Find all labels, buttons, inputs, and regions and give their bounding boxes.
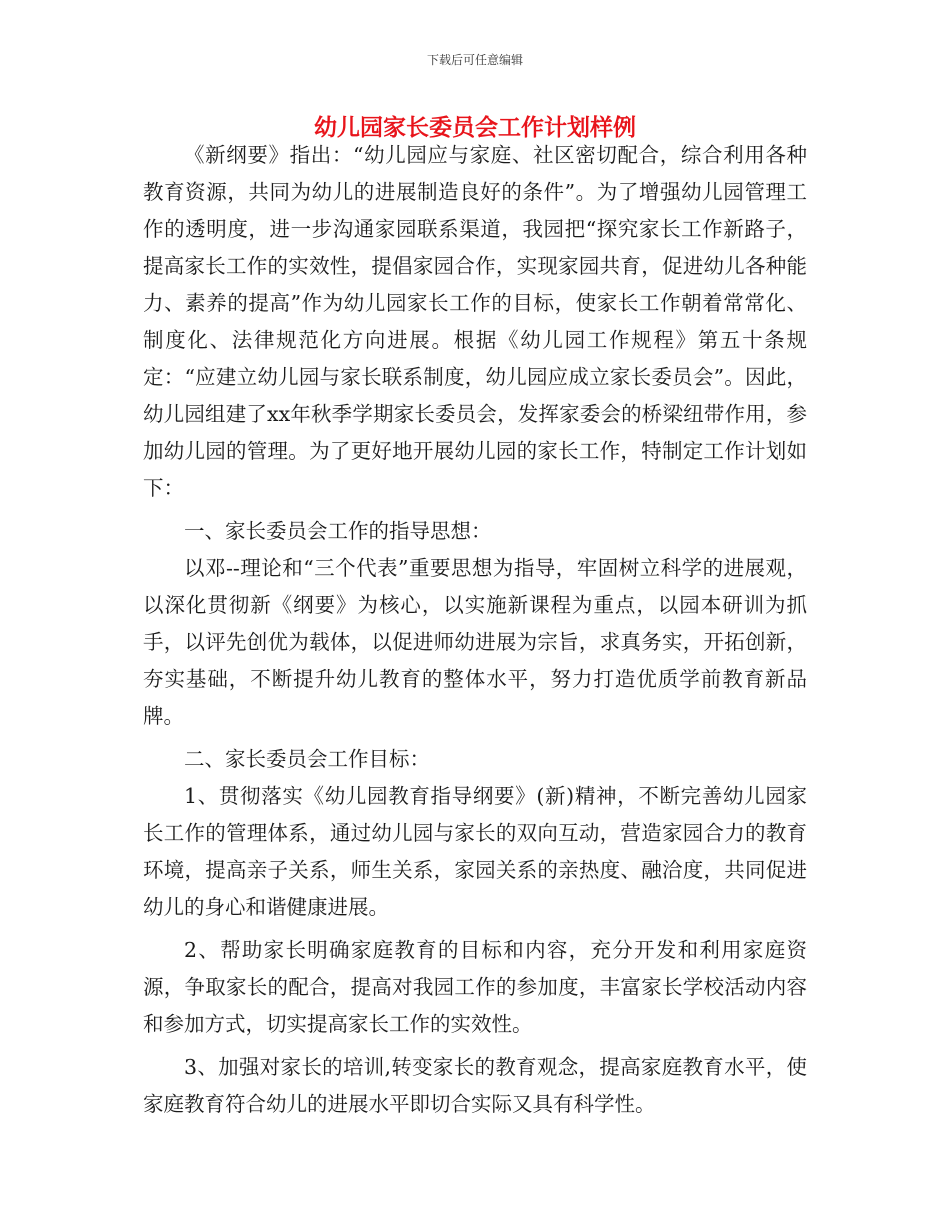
section-heading-guiding-ideology: 一、家长委员会工作的指导思想：: [184, 519, 492, 543]
document-title: 幼儿园家长委员会工作计划样例: [314, 114, 636, 141]
paragraph-guiding-ideology: 以邓--理论和“三个代表”重要思想为指导，牢固树立科学的进展观，以深化贯彻新《纲要》为核心，以实施新课程为重点，以园本研训为抓手，以评先创优为载体，以促进师幼进展为宗旨，求真务实，开拓创新，夯实基础，不断提升幼儿教育的整体水平，努力打造优质学前教育新品牌。: [143, 556, 807, 728]
header-note: 下载后可任意编辑: [426, 53, 523, 67]
section-heading-work-goals: 二、家长委员会工作目标：: [184, 747, 430, 771]
paragraph-goal-2: 2、帮助家长明确家庭教育的目标和内容，充分开发和利用家庭资源，争取家长的配合，提高对我园工作的参加度，丰富家长学校活动内容和参加方式，切实提高家长工作的实效性。: [143, 938, 807, 1036]
document-body: [143, 137, 807, 1123]
paragraph-goal-3: 3、加强对家长的培训,转变家长的教育观念，提高家庭教育水平，使家庭教育符合幼儿的进展水平即切合实际又具有科学性。: [143, 1055, 807, 1116]
paragraph-intro: 《新纲要》指出：“幼儿园应与家庭、社区密切配合，综合利用各种教育资源，共同为幼儿的进展制造良好的条件”。为了增强幼儿园管理工作的透明度，进一步沟通家园联系渠道，我园把“探究家长工作新路子，提高家长工作的实效性，提倡家园合作，实现家园共育，促进幼儿各种能力、素养的提高”作为幼儿园家长工作的目标，使家长工作朝着常常化、制度化、法律规范化方向进展。根据《幼儿园工作规程》第五十条规定：“应建立幼儿园与家长联系制度，幼儿园应成立家长委员会”。因此，幼儿园组建了xx年秋季学期家长委员会，发挥家委会的桥梁纽带作用，参加幼儿园的管理。为了更好地开展幼儿园的家长工作，特制定工作计划如下：: [143, 143, 807, 500]
paragraph-goal-1: 1、贯彻落实《幼儿园教育指导纲要》(新)精神，不断完善幼儿园家长工作的管理体系，通过幼儿园与家长的双向互动，营造家园合力的教育环境，提高亲子关系，师生关系，家园关系的亲热度、融洽度，共同促进幼儿的身心和谐健康进展。: [143, 784, 807, 919]
